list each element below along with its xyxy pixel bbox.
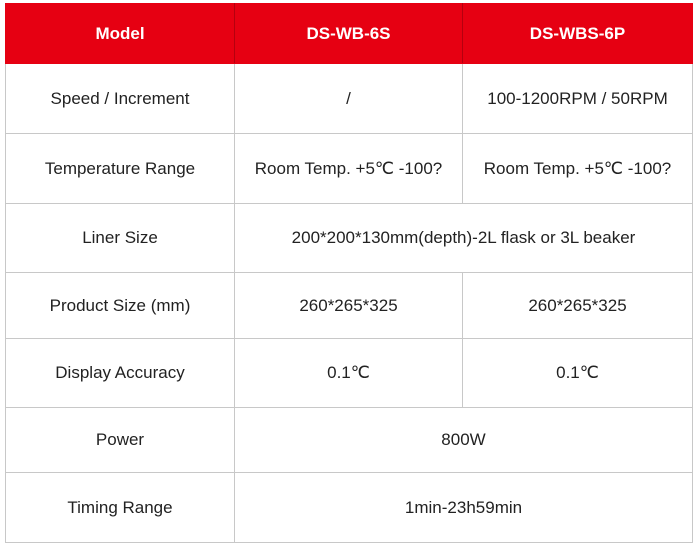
table-row-power xyxy=(6,408,693,473)
cell-power-merged: 800W xyxy=(235,408,693,473)
spec-table xyxy=(5,3,693,543)
cell-product-1: 260*265*325 xyxy=(235,273,463,339)
cell-product-2: 260*265*325 xyxy=(463,273,693,339)
header-model-2: DS-WBS-6P xyxy=(463,4,693,64)
table-row-liner xyxy=(6,204,693,273)
cell-temperature-2: Room Temp. +5℃ -100? xyxy=(463,134,693,204)
table-row-temperature xyxy=(6,134,693,204)
header-model-1: DS-WB-6S xyxy=(235,4,463,64)
cell-accuracy-2: 0.1℃ xyxy=(463,339,693,408)
row-label-liner: Liner Size xyxy=(6,204,235,273)
row-label-accuracy: Display Accuracy xyxy=(6,339,235,408)
table-row-timing xyxy=(6,473,693,543)
cell-liner-merged: 200*200*130mm(depth)-2L flask or 3L beaker xyxy=(235,204,693,273)
table-row-accuracy xyxy=(6,339,693,408)
header-model: Model xyxy=(6,4,235,64)
table-row-product xyxy=(6,273,693,339)
cell-speed-2: 100-1200RPM / 50RPM xyxy=(463,64,693,134)
header-row xyxy=(6,4,693,64)
row-label-temperature: Temperature Range xyxy=(6,134,235,204)
row-label-speed: Speed / Increment xyxy=(6,64,235,134)
cell-temperature-1: Room Temp. +5℃ -100? xyxy=(235,134,463,204)
row-label-power: Power xyxy=(6,408,235,473)
table-row-speed xyxy=(6,64,693,134)
row-label-product: Product Size (mm) xyxy=(6,273,235,339)
cell-timing-merged: 1min-23h59min xyxy=(235,473,693,543)
cell-speed-1: / xyxy=(235,64,463,134)
cell-accuracy-1: 0.1℃ xyxy=(235,339,463,408)
row-label-timing: Timing Range xyxy=(6,473,235,543)
